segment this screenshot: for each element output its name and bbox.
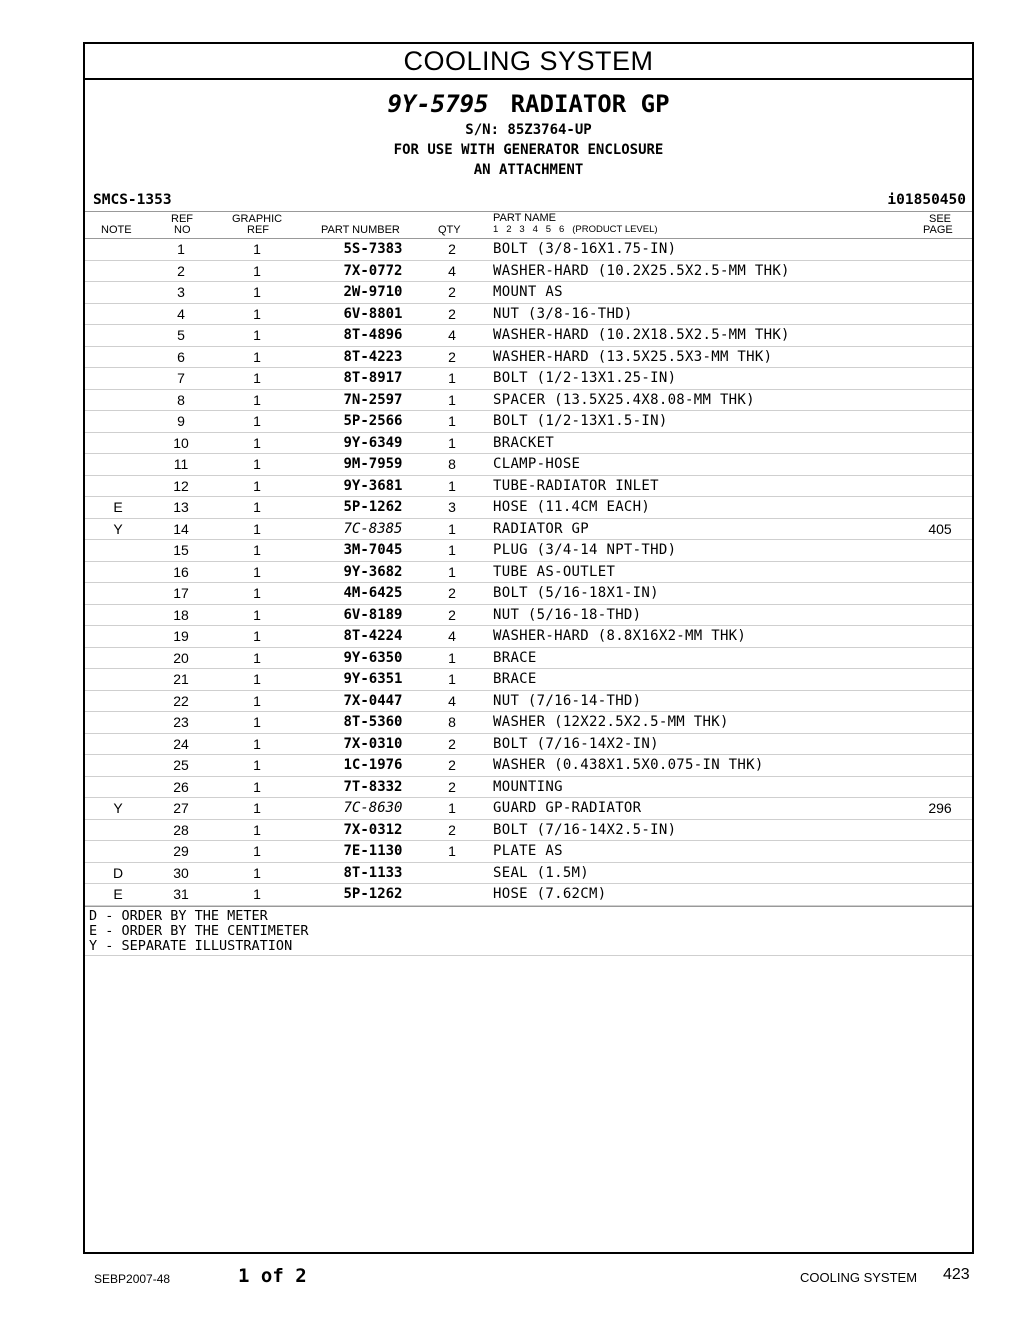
table-row (85, 433, 972, 455)
row-qty: 1 (448, 563, 456, 580)
row-part-name: SPACER (13.5X25.4X8.08-MM THK) (493, 391, 755, 408)
row-qty: 2 (448, 348, 456, 365)
table-row (85, 562, 972, 584)
table-row (85, 605, 972, 627)
row-part-number: 6V-8189 (343, 606, 403, 623)
row-graphic-ref: 1 (253, 305, 261, 322)
row-ref-no: 19 (173, 628, 189, 644)
row-part-name: CLAMP-HOSE (493, 456, 581, 472)
row-part-name: BOLT (1/2-13X1.5-IN) (493, 413, 668, 429)
row-part-number: 7X-0310 (343, 735, 403, 752)
row-part-name: BOLT (5/16-18X1-IN) (493, 585, 659, 601)
table-row (85, 734, 972, 756)
row-ref-no: 9 (177, 413, 185, 429)
row-qty: 2 (448, 757, 456, 773)
row-part-name: BOLT (7/16-14X2.5-IN) (493, 821, 677, 838)
row-part-name: BRACKET (493, 434, 555, 451)
col-see-bottom: PAGE (923, 224, 953, 236)
row-ref-no: 28 (173, 821, 189, 838)
table-row (85, 239, 972, 261)
row-ref-no: 22 (173, 692, 189, 709)
row-part-name: PLATE AS (493, 843, 563, 859)
row-part-number: 9Y-6351 (343, 671, 403, 687)
footer-section: COOLING SYSTEM (800, 1270, 918, 1285)
row-ref-no: 21 (173, 671, 189, 687)
row-graphic-ref: 1 (253, 886, 261, 902)
section-title: COOLING SYSTEM (85, 44, 972, 80)
row-graphic-ref: 1 (253, 563, 261, 580)
row-part-name: HOSE (7.62CM) (493, 886, 607, 902)
row-part-name: WASHER (0.438X1.5X0.075-IN THK) (493, 757, 764, 773)
row-qty: 2 (448, 735, 456, 752)
row-part-name: GUARD GP-RADIATOR (493, 800, 642, 816)
table-row (85, 347, 972, 369)
row-ref-no: 5 (177, 327, 185, 343)
parts-table (85, 239, 972, 906)
row-graphic-ref: 1 (253, 542, 261, 558)
row-qty: 4 (448, 327, 456, 343)
row-qty: 1 (448, 434, 456, 451)
row-ref-no: 29 (173, 843, 189, 859)
table-row (85, 454, 972, 476)
group-part-number: 9Y-5795 (387, 90, 489, 118)
row-graphic-ref: 1 (253, 843, 261, 859)
row-qty: 1 (448, 391, 456, 408)
row-qty: 1 (448, 843, 456, 859)
row-qty: 4 (448, 262, 456, 279)
row-part-name: NUT (3/8-16-THD) (493, 305, 633, 322)
row-part-number: 7X-0447 (343, 692, 403, 709)
row-note: D (112, 864, 124, 881)
row-qty: 4 (448, 628, 456, 644)
col-ref-bottom: NO (174, 224, 191, 236)
row-part-number: 5P-1262 (343, 499, 403, 515)
row-part-number: 7X-0772 (343, 262, 403, 279)
row-part-number: 8T-4896 (343, 327, 403, 343)
row-qty: 1 (448, 413, 456, 429)
parts-page-frame (83, 42, 974, 1254)
row-part-name: MOUNTING (493, 778, 563, 795)
row-ref-no: 24 (173, 735, 189, 752)
row-part-number: 2W-9710 (343, 284, 403, 300)
group-name: RADIATOR GP (510, 90, 670, 118)
table-row (85, 691, 972, 713)
row-part-number: 7X-0312 (343, 821, 403, 838)
row-part-number: 1C-1976 (343, 757, 403, 773)
table-row (85, 884, 972, 906)
row-part-number: 8T-1133 (343, 864, 403, 881)
row-graphic-ref: 1 (253, 370, 261, 386)
row-ref-no: 10 (173, 434, 189, 451)
row-qty: 2 (448, 778, 456, 795)
row-graphic-ref: 1 (253, 262, 261, 279)
table-row (85, 497, 972, 519)
row-ref-no: 25 (173, 757, 189, 773)
table-row (85, 519, 972, 541)
row-ref-no: 31 (173, 886, 189, 902)
row-graphic-ref: 1 (253, 477, 261, 494)
col-qty: QTY (438, 224, 461, 236)
table-row (85, 540, 972, 562)
row-part-name: NUT (5/16-18-THD) (493, 606, 642, 623)
row-ref-no: 6 (177, 348, 185, 365)
row-part-name: BOLT (7/16-14X2-IN) (493, 735, 659, 752)
table-row (85, 669, 972, 691)
row-part-name: MOUNT AS (493, 284, 563, 300)
smcs-code: SMCS-1353 (93, 192, 172, 208)
row-graphic-ref: 1 (253, 499, 261, 515)
row-part-number: 9M-7959 (343, 456, 403, 472)
table-row (85, 841, 972, 863)
row-part-name: PLUG (3/4-14 NPT-THD) (493, 542, 677, 558)
row-note: E (113, 886, 123, 902)
row-qty: 1 (448, 800, 456, 816)
row-qty: 1 (448, 649, 456, 666)
row-part-number: 9Y-6349 (343, 434, 403, 451)
row-part-name: TUBE AS-OUTLET (493, 563, 616, 580)
row-ref-no: 18 (173, 606, 189, 623)
footer-doc-id: SEBP2007-48 (94, 1272, 171, 1286)
table-row (85, 282, 972, 304)
row-qty: 2 (448, 606, 456, 623)
row-graphic-ref: 1 (253, 391, 261, 408)
row-graphic-ref: 1 (253, 692, 261, 709)
table-row (85, 261, 972, 283)
row-graphic-ref: 1 (253, 757, 261, 773)
row-graphic-ref: 1 (253, 348, 261, 365)
row-part-name: BOLT (1/2-13X1.25-IN) (493, 370, 677, 386)
row-qty: 1 (448, 542, 456, 558)
row-part-name: SEAL (1.5M) (493, 864, 590, 881)
row-ref-no: 14 (173, 520, 189, 537)
row-part-number: 8T-4223 (343, 348, 403, 365)
row-part-name: NUT (7/16-14-THD) (493, 692, 642, 709)
row-part-number: 8T-8917 (343, 370, 403, 386)
row-qty: 1 (448, 671, 456, 687)
row-part-number: 7C-8630 (343, 800, 403, 816)
row-part-name: HOSE (11.4CM EACH) (493, 499, 651, 515)
row-see-page: 296 (928, 800, 952, 816)
row-part-number: 5P-1262 (343, 886, 403, 902)
table-row (85, 712, 972, 734)
row-part-number: 7N-2597 (343, 391, 403, 408)
col-ref-top: REF (171, 213, 193, 225)
row-graphic-ref: 1 (253, 778, 261, 795)
row-qty: 3 (448, 499, 456, 515)
row-part-number: 5S-7383 (343, 241, 403, 257)
table-row (85, 583, 972, 605)
table-row (85, 476, 972, 498)
row-ref-no: 17 (173, 585, 189, 601)
row-qty: 2 (448, 284, 456, 300)
row-part-number: 9Y-6350 (343, 649, 403, 666)
row-ref-no: 11 (173, 456, 189, 472)
row-part-name: WASHER-HARD (8.8X16X2-MM THK) (493, 628, 747, 644)
row-part-number: 6V-8801 (343, 305, 403, 322)
table-row (85, 648, 972, 670)
table-row (85, 863, 972, 885)
col-graphic-top: GRAPHIC (232, 213, 283, 225)
table-row (85, 390, 972, 412)
row-ref-no: 27 (173, 800, 189, 816)
row-part-number: 8T-5360 (343, 714, 403, 730)
row-graphic-ref: 1 (253, 241, 261, 257)
page-footer (0, 1262, 1020, 1292)
row-part-name: TUBE-RADIATOR INLET (493, 477, 659, 494)
row-graphic-ref: 1 (253, 585, 261, 601)
row-qty: 8 (448, 456, 456, 472)
row-graphic-ref: 1 (253, 735, 261, 752)
row-part-name: BRACE (493, 671, 537, 687)
note-line: Y - SEPARATE ILLUSTRATION (89, 937, 293, 954)
row-qty: 8 (448, 714, 456, 730)
row-qty: 1 (448, 477, 456, 494)
row-graphic-ref: 1 (253, 284, 261, 300)
row-note: E (113, 499, 123, 515)
notes-legend (85, 906, 972, 956)
table-row (85, 820, 972, 842)
row-part-number: 9Y-3681 (343, 477, 403, 494)
table-row (85, 755, 972, 777)
row-ref-no: 20 (173, 649, 189, 666)
row-part-name: WASHER-HARD (10.2X18.5X2.5-MM THK) (493, 327, 790, 343)
row-graphic-ref: 1 (253, 520, 261, 537)
col-product-levels: 1 2 3 4 5 6 (PRODUCT LEVEL) (493, 224, 658, 235)
row-part-name: WASHER (12X22.5X2.5-MM THK) (493, 714, 729, 730)
row-part-number: 4M-6425 (343, 585, 403, 601)
row-ref-no: 12 (173, 477, 189, 494)
table-row (85, 411, 972, 433)
row-see-page: 405 (928, 520, 952, 537)
row-part-number: 8T-4224 (343, 628, 403, 644)
row-ref-no: 7 (177, 370, 185, 386)
row-part-number: 7C-8385 (343, 520, 403, 537)
row-ref-no: 16 (173, 563, 189, 580)
attachment-line: AN ATTACHMENT (473, 162, 584, 178)
col-part-number: PART NUMBER (321, 224, 400, 236)
row-ref-no: 8 (177, 391, 185, 408)
illustration-id: i01850450 (887, 192, 966, 208)
row-qty: 2 (448, 821, 456, 838)
row-graphic-ref: 1 (253, 714, 261, 730)
row-ref-no: 26 (173, 778, 189, 795)
row-qty: 1 (448, 520, 456, 537)
row-ref-no: 2 (177, 262, 185, 279)
row-qty: 2 (448, 585, 456, 601)
group-title (85, 91, 972, 117)
row-graphic-ref: 1 (253, 800, 261, 816)
table-row (85, 798, 972, 820)
row-graphic-ref: 1 (253, 456, 261, 472)
row-ref-no: 3 (177, 284, 185, 300)
smcs-row (85, 189, 972, 212)
table-row (85, 777, 972, 799)
row-part-number: 5P-2566 (343, 413, 403, 429)
row-graphic-ref: 1 (253, 327, 261, 343)
use-line: FOR USE WITH GENERATOR ENCLOSURE (393, 142, 664, 158)
row-qty: 2 (448, 305, 456, 322)
row-ref-no: 30 (173, 864, 189, 881)
row-ref-no: 1 (177, 241, 185, 257)
column-headers (85, 212, 972, 239)
row-ref-no: 15 (173, 542, 189, 558)
row-part-number: 7E-1130 (343, 843, 403, 859)
row-graphic-ref: 1 (253, 628, 261, 644)
row-ref-no: 4 (177, 305, 185, 322)
row-graphic-ref: 1 (253, 413, 261, 429)
row-qty: 1 (448, 370, 456, 386)
row-qty: 2 (448, 241, 456, 257)
col-note: NOTE (101, 224, 132, 236)
table-row (85, 304, 972, 326)
row-graphic-ref: 1 (253, 649, 261, 666)
row-graphic-ref: 1 (253, 821, 261, 838)
col-see-top: SEE (929, 213, 952, 225)
table-row (85, 325, 972, 347)
row-graphic-ref: 1 (253, 606, 261, 623)
row-part-number: 7T-8332 (343, 778, 403, 795)
table-row (85, 626, 972, 648)
row-part-name: WASHER-HARD (13.5X25.5X3-MM THK) (493, 348, 773, 365)
row-part-name: WASHER-HARD (10.2X25.5X2.5-MM THK) (493, 262, 790, 279)
row-ref-no: 23 (173, 714, 189, 730)
row-graphic-ref: 1 (253, 434, 261, 451)
footer-page-number: 423 (943, 1266, 970, 1283)
table-row (85, 368, 972, 390)
footer-page-of: 1 of 2 (238, 1265, 307, 1287)
row-part-number: 3M-7045 (343, 542, 403, 558)
note-line: D - ORDER BY THE METER (89, 907, 268, 924)
row-graphic-ref: 1 (253, 671, 261, 687)
row-ref-no: 13 (173, 499, 189, 515)
col-graphic-bottom: REF (247, 224, 269, 236)
row-qty: 4 (448, 692, 456, 709)
row-part-number: 9Y-3682 (343, 563, 403, 580)
row-note: Y (113, 520, 123, 537)
row-part-name: RADIATOR GP (493, 520, 590, 537)
row-part-name: BOLT (3/8-16X1.75-IN) (493, 241, 677, 257)
row-part-name: BRACE (493, 649, 537, 666)
row-note: Y (113, 800, 123, 816)
col-part-name: PART NAME (493, 212, 556, 224)
row-graphic-ref: 1 (253, 864, 261, 881)
serial-number: S/N: 85Z3764-UP (465, 122, 592, 138)
note-line: E - ORDER BY THE CENTIMETER (89, 922, 309, 939)
